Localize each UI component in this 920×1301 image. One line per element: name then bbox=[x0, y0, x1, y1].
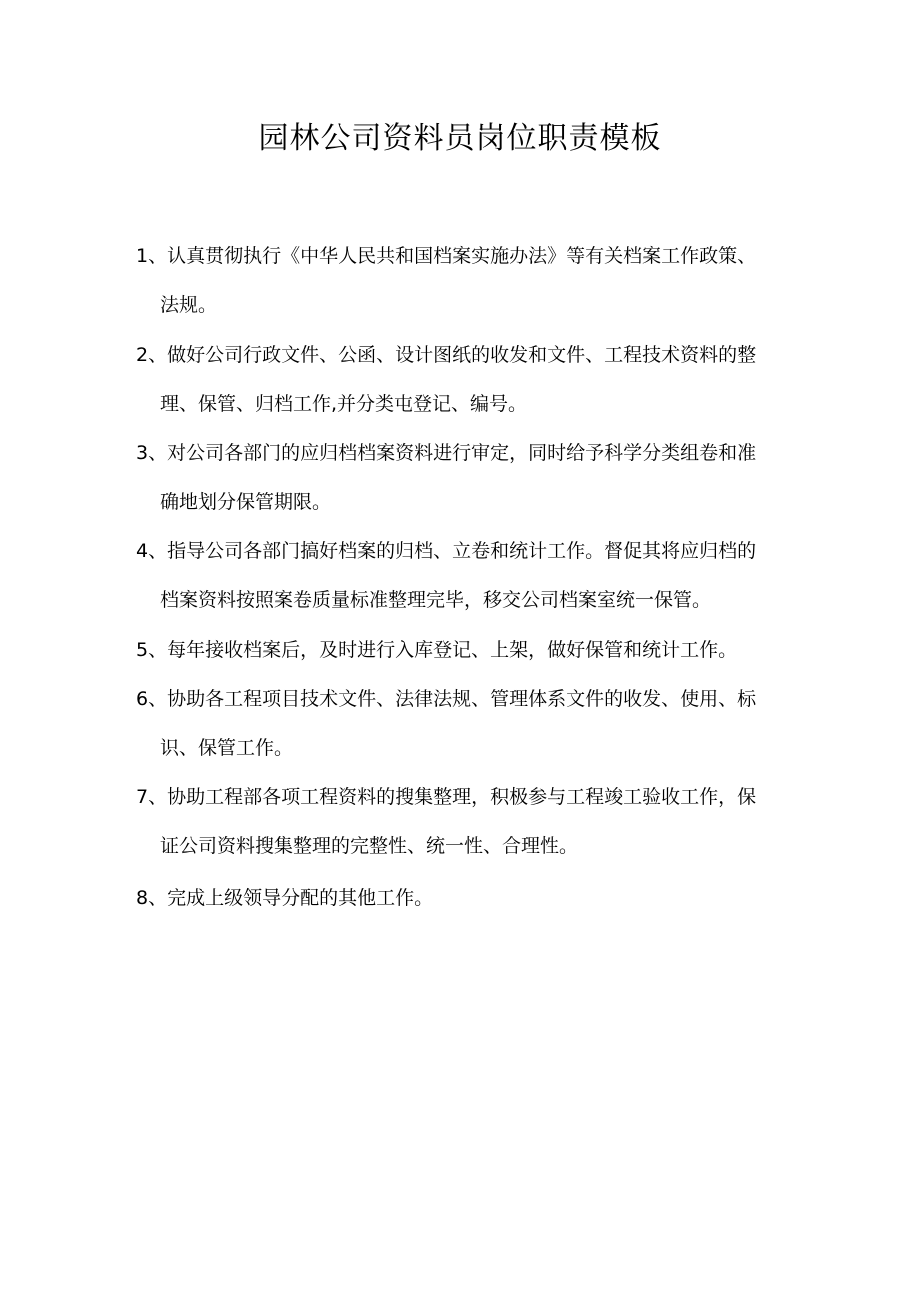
duty-item-5-line1: 5、每年接收档案后，及时进行入库登记、上架，做好保管和统计工作。 bbox=[136, 639, 738, 661]
duty-item-7-line2: 证公司资料搜集整理的完整性、统一性、合理性。 bbox=[160, 835, 579, 857]
duty-item-8 bbox=[136, 874, 806, 923]
duty-item-6 bbox=[136, 675, 806, 773]
duty-item-4 bbox=[136, 527, 806, 625]
duty-item-7 bbox=[136, 773, 806, 871]
document-title: 园林公司资料员岗位职责模板 bbox=[258, 121, 662, 156]
duty-item-4-line2: 档案资料按照案卷质量标准整理完毕，移交公司档案室统一保管。 bbox=[160, 589, 712, 611]
duty-item-6-line1: 6、协助各工程项目技术文件、法律法规、管理体系文件的收发、使用、标 bbox=[136, 688, 757, 710]
duty-item-4-line1: 4、指导公司各部门搞好档案的归档、立卷和统计工作。督促其将应归档的 bbox=[136, 540, 757, 562]
duty-item-7-line1: 7、协助工程部各项工程资料的搜集整理，积极参与工程竣工验收工作，保 bbox=[136, 786, 757, 808]
duty-item-2-line2: 理、保管、归档工作,并分类屯登记、编号。 bbox=[160, 393, 528, 415]
duty-item-1-line1: 1、认真贯彻执行《中华人民共和国档案实施办法》等有关档案工作政策、 bbox=[136, 245, 757, 267]
duty-item-2 bbox=[136, 331, 806, 429]
duty-item-3-line1: 3、对公司各部门的应归档档案资料进行审定，同时给予科学分类组卷和准 bbox=[136, 442, 757, 464]
duty-item-3-line2: 确地划分保管期限。 bbox=[160, 491, 332, 513]
duty-item-1-line2: 法规。 bbox=[160, 294, 218, 316]
duty-item-3 bbox=[136, 429, 806, 527]
duty-item-1 bbox=[136, 232, 806, 330]
duty-item-6-line2: 识、保管工作。 bbox=[160, 737, 294, 759]
duty-item-5 bbox=[136, 626, 806, 675]
duty-item-2-line1: 2、做好公司行政文件、公函、设计图纸的收发和文件、工程技术资料的整 bbox=[136, 344, 757, 366]
duty-item-8-line1: 8、完成上级领导分配的其他工作。 bbox=[136, 887, 434, 909]
